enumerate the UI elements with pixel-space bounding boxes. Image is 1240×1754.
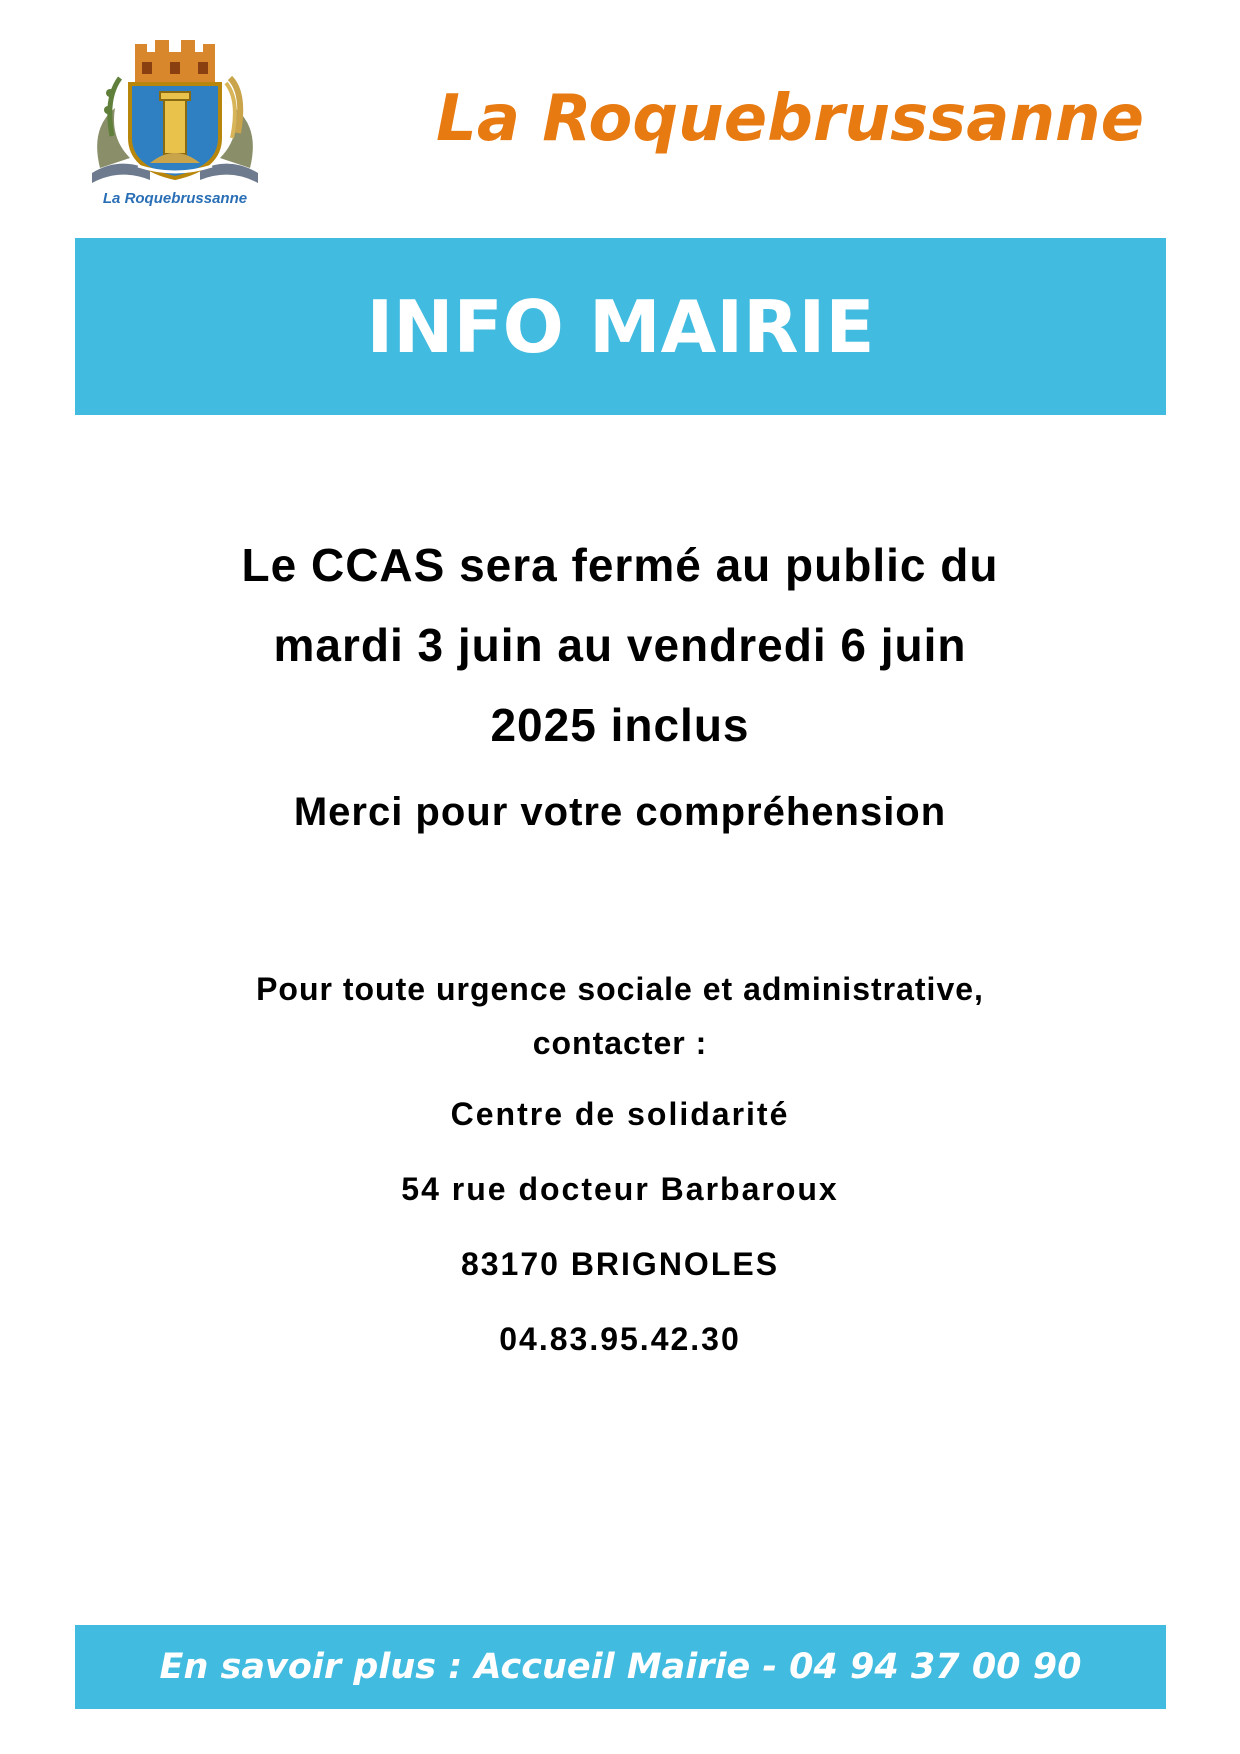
announcement-line-1: Le CCAS sera fermé au public du <box>241 539 999 591</box>
town-title: La Roquebrussanne <box>436 82 1144 156</box>
announcement-line-3: 2025 inclus <box>490 699 750 751</box>
town-crest <box>80 38 270 216</box>
footer-text: En savoir plus : Accueil Mairie - 04 94 37 00 90 <box>159 1647 1082 1687</box>
crest-caption: La Roquebrussanne <box>102 190 248 207</box>
closure-announcement <box>120 525 1120 765</box>
contact-street: 54 rue docteur Barbaroux <box>401 1171 839 1207</box>
footer-banner <box>75 1625 1166 1709</box>
contact-name: Centre de solidarité <box>450 1096 790 1132</box>
thanks-message: Merci pour votre compréhension <box>293 790 947 834</box>
announcement-line-2: mardi 3 juin au vendredi 6 juin <box>273 619 967 671</box>
contact-intro <box>120 962 1120 1070</box>
contact-city: 83170 BRIGNOLES <box>460 1246 780 1282</box>
town-crest-icon <box>80 38 270 188</box>
contact-phone: 04.83.95.42.30 <box>499 1321 741 1357</box>
contact-intro-line-1: Pour toute urgence sociale et administrative, <box>256 971 984 1007</box>
info-banner <box>75 238 1166 415</box>
contact-intro-line-2: contacter : <box>532 1025 708 1061</box>
banner-title: INFO MAIRIE <box>366 284 875 369</box>
